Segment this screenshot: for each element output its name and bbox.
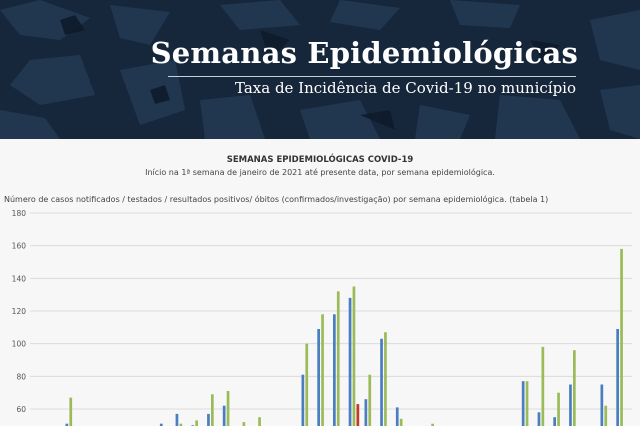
y-tick-label: 180	[11, 209, 26, 218]
bar-series-2	[620, 249, 623, 426]
y-tick-label: 80	[16, 372, 26, 382]
bar-series-2	[604, 406, 607, 426]
chart-subtitle: Início na 1ª semana de janeiro de 2021 até presente data, por semana epidemiológica.	[145, 168, 495, 177]
chart-document	[0, 139, 640, 426]
y-tick-label: 60	[16, 405, 26, 414]
bar-series-1	[333, 314, 336, 426]
bar-series-2	[400, 419, 403, 426]
y-tick-label: 100	[11, 339, 26, 349]
bar-series-1	[223, 406, 226, 426]
bar-series-1	[569, 385, 572, 426]
bar-series-2	[258, 417, 261, 426]
bar-series-2	[211, 394, 214, 426]
bar-series-2	[526, 381, 529, 426]
banner-subtitle: Taxa de Incidência de Covid-19 no município	[234, 79, 576, 97]
bar-series-1	[302, 375, 305, 426]
y-tick-label: 160	[11, 241, 26, 251]
bar-series-2	[557, 393, 560, 426]
banner-title: Semanas Epidemiológicas	[150, 36, 578, 70]
bar-series-1	[380, 339, 383, 426]
bar-series-2	[573, 350, 576, 426]
bar-series-1	[317, 329, 320, 426]
bar-series-2	[542, 347, 545, 426]
bar-series-1	[207, 414, 210, 426]
bar-chart	[0, 207, 640, 426]
chart-title: SEMANAS EPIDEMIOLÓGICAS COVID-19	[226, 155, 414, 165]
header-banner	[0, 0, 640, 139]
y-tick-label: 120	[11, 307, 26, 316]
bar-series-2	[69, 398, 72, 426]
banner-divider	[168, 76, 576, 77]
bar-series-2	[384, 332, 387, 426]
bar-series-2	[305, 344, 308, 426]
y-tick-label: 140	[11, 274, 26, 284]
bar-series-1	[396, 407, 399, 426]
bar-series-1	[522, 381, 525, 426]
chart-description: Número de casos notificados / testados / resultados positivos/ óbitos (confirmados/investigação) por semana epidemiológica. (tabela 1)	[4, 195, 549, 204]
bar-series-1	[349, 298, 352, 426]
bar-series-1	[601, 385, 604, 426]
bar-series-2	[337, 291, 340, 426]
bar-series-3	[357, 404, 360, 426]
bar-series-2	[353, 287, 356, 426]
bar-series-1	[538, 412, 541, 426]
bar-series-1	[365, 399, 368, 426]
bar-series-2	[195, 420, 198, 426]
bar-series-1	[616, 329, 619, 426]
bar-series-2	[227, 391, 230, 426]
bar-series-1	[553, 417, 556, 426]
bar-series-1	[176, 414, 179, 426]
bar-series-2	[243, 422, 246, 426]
bar-series-2	[368, 375, 371, 426]
bar-series-2	[321, 314, 324, 426]
